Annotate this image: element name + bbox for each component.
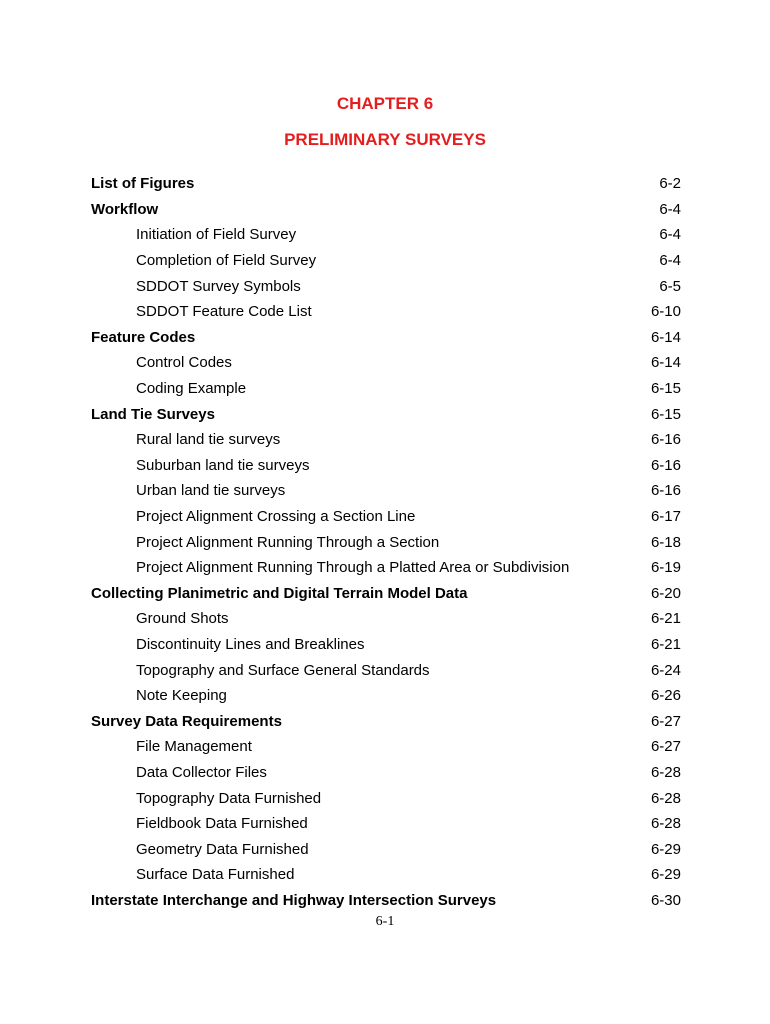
toc-subsection-entry[interactable] xyxy=(91,836,681,862)
toc-entry-page: 6-15 xyxy=(650,405,681,423)
section-title: PRELIMINARY SURVEYS xyxy=(284,130,486,149)
toc-entry-title: Interstate Interchange and Highway Intersection Surveys xyxy=(91,891,497,909)
toc-entry-page: 6-14 xyxy=(650,354,681,372)
toc-subsection-entry[interactable] xyxy=(91,683,681,709)
toc-entry-page: 6-16 xyxy=(650,456,681,474)
page-number: 6-1 xyxy=(375,914,395,929)
toc-entry-page: 6-21 xyxy=(650,610,681,628)
toc-entry-page: 6-29 xyxy=(650,866,681,884)
toc-section-entry[interactable] xyxy=(91,581,681,607)
toc-entry-page: 6-18 xyxy=(650,533,681,551)
toc-entry-title: Rural land tie surveys xyxy=(136,431,281,449)
chapter-title: CHAPTER 6 xyxy=(336,94,434,113)
toc-entry-page: 6-21 xyxy=(650,635,681,653)
toc-subsection-entry[interactable] xyxy=(91,504,681,530)
toc-entry-title: Workflow xyxy=(91,200,159,218)
toc-subsection-entry[interactable] xyxy=(91,555,681,581)
toc-subsection-entry[interactable] xyxy=(91,606,681,632)
toc-subsection-entry[interactable] xyxy=(91,453,681,479)
toc-entry-page: 6-4 xyxy=(659,226,681,244)
toc-section-entry[interactable] xyxy=(91,708,681,734)
toc-entry-title: Coding Example xyxy=(136,380,247,398)
toc-entry-title: Data Collector Files xyxy=(136,763,267,781)
toc-subsection-entry[interactable] xyxy=(91,248,681,274)
toc-entry-title: Land Tie Surveys xyxy=(91,405,215,423)
toc-entry-title: Control Codes xyxy=(136,354,232,372)
toc-entry-page: 6-26 xyxy=(650,687,681,705)
toc-entry-title: Project Alignment Running Through a Platted Area or Subdivision xyxy=(136,559,570,577)
toc-subsection-entry[interactable] xyxy=(91,657,681,683)
toc-entry-title: Geometry Data Furnished xyxy=(136,840,309,858)
toc-subsection-entry[interactable] xyxy=(91,734,681,760)
toc-entry-title: Topography and Surface General Standards xyxy=(136,661,430,679)
toc-entry-page: 6-16 xyxy=(650,482,681,500)
toc-subsection-entry[interactable] xyxy=(91,632,681,658)
toc-entry-title: Suburban land tie surveys xyxy=(136,456,310,474)
toc-entry-page: 6-29 xyxy=(650,840,681,858)
toc-entry-title: Surface Data Furnished xyxy=(136,866,295,884)
toc-entry-page: 6-16 xyxy=(650,431,681,449)
toc-section-entry[interactable] xyxy=(91,171,681,197)
toc-entry-title: Completion of Field Survey xyxy=(136,252,317,270)
toc-entry-title: Collecting Planimetric and Digital Terrain Model Data xyxy=(91,584,468,602)
toc-section-entry[interactable] xyxy=(91,197,681,223)
toc-subsection-entry[interactable] xyxy=(91,427,681,453)
toc-subsection-entry[interactable] xyxy=(91,478,681,504)
toc-entry-title: Ground Shots xyxy=(136,610,229,628)
toc-section-entry[interactable] xyxy=(91,401,681,427)
toc-entry-page: 6-4 xyxy=(659,252,681,270)
toc-entry-title: SDDOT Survey Symbols xyxy=(136,277,301,295)
toc-entry-page: 6-17 xyxy=(650,508,681,526)
toc-entry-page: 6-10 xyxy=(650,303,681,321)
toc-subsection-entry[interactable] xyxy=(91,811,681,837)
toc-entry-title: Project Alignment Running Through a Section xyxy=(136,533,440,551)
toc-entry-title: Survey Data Requirements xyxy=(91,712,282,730)
toc-subsection-entry[interactable] xyxy=(91,350,681,376)
toc-entry-page: 6-5 xyxy=(659,277,681,295)
toc-entry-title: Topography Data Furnished xyxy=(136,789,322,807)
toc-subsection-entry[interactable] xyxy=(91,529,681,555)
toc-entry-title: File Management xyxy=(136,738,252,756)
toc-entry-title: Project Alignment Crossing a Section Line xyxy=(136,508,416,526)
table-of-contents xyxy=(91,171,681,913)
toc-subsection-entry[interactable] xyxy=(91,760,681,786)
toc-entry-page: 6-19 xyxy=(650,559,681,577)
toc-entry-title: Note Keeping xyxy=(136,687,227,705)
toc-subsection-entry[interactable] xyxy=(91,273,681,299)
toc-section-entry[interactable] xyxy=(91,888,681,914)
toc-entry-page: 6-28 xyxy=(650,763,681,781)
toc-entry-page: 6-15 xyxy=(650,380,681,398)
toc-entry-page: 6-14 xyxy=(650,328,681,346)
toc-entry-title: SDDOT Feature Code List xyxy=(136,303,312,321)
toc-entry-page: 6-2 xyxy=(659,175,681,193)
toc-entry-page: 6-30 xyxy=(650,891,681,909)
toc-entry-title: Discontinuity Lines and Breaklines xyxy=(136,635,365,653)
toc-entry-page: 6-4 xyxy=(659,200,681,218)
toc-section-entry[interactable] xyxy=(91,325,681,351)
toc-subsection-entry[interactable] xyxy=(91,376,681,402)
toc-subsection-entry[interactable] xyxy=(91,785,681,811)
toc-entry-page: 6-27 xyxy=(650,712,681,730)
toc-entry-title: Fieldbook Data Furnished xyxy=(136,815,308,833)
toc-entry-title: Feature Codes xyxy=(91,328,196,346)
toc-subsection-entry[interactable] xyxy=(91,222,681,248)
toc-subsection-entry[interactable] xyxy=(91,299,681,325)
toc-entry-page: 6-20 xyxy=(650,584,681,602)
toc-entry-page: 6-27 xyxy=(650,738,681,756)
toc-entry-title: List of Figures xyxy=(91,175,195,193)
toc-entry-title: Urban land tie surveys xyxy=(136,482,286,500)
toc-entry-title: Initiation of Field Survey xyxy=(136,226,297,244)
toc-entry-page: 6-28 xyxy=(650,815,681,833)
toc-subsection-entry[interactable] xyxy=(91,862,681,888)
toc-entry-page: 6-28 xyxy=(650,789,681,807)
toc-entry-page: 6-24 xyxy=(650,661,681,679)
